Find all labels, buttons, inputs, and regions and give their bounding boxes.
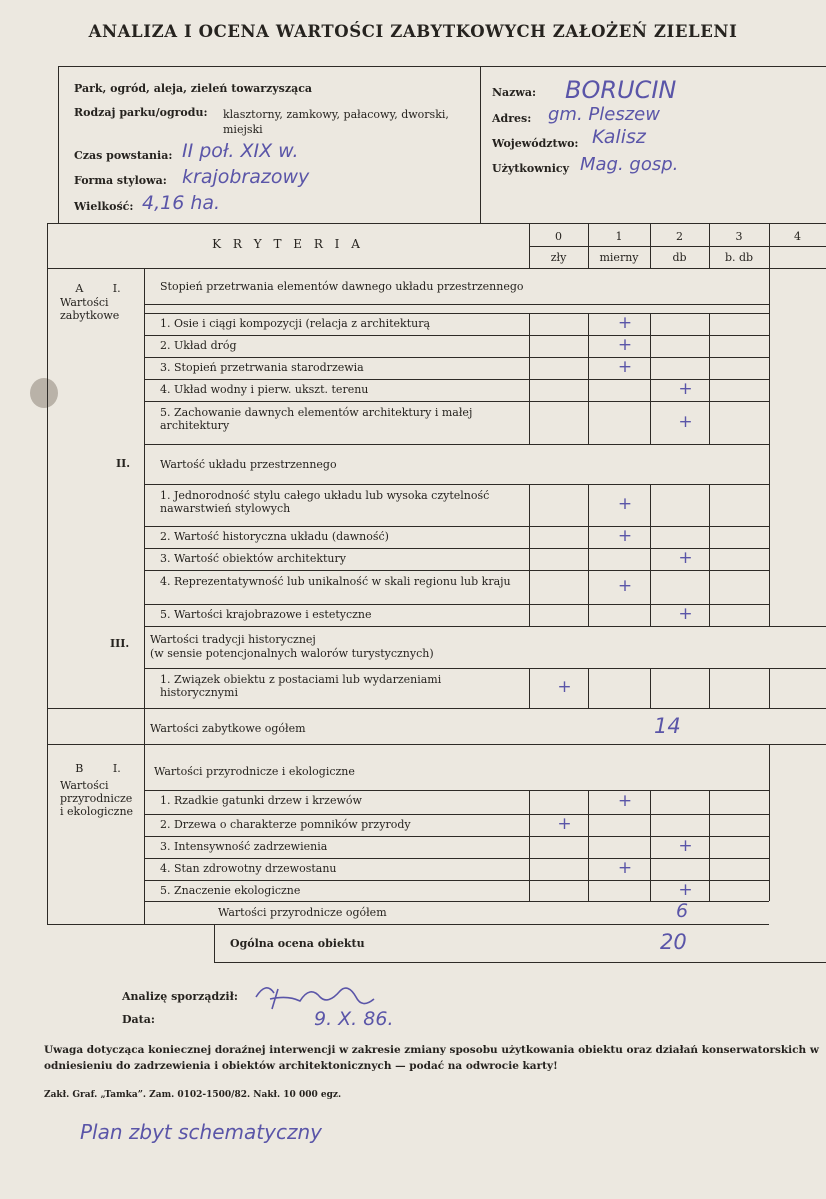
criteria-header: K R Y T E R I A (212, 237, 364, 251)
section-a-group-2-row-line-0 (144, 484, 769, 485)
section-a-group-2-row-line-1 (144, 526, 769, 527)
score-name-0: zły (550, 251, 567, 264)
header-top-line (58, 66, 826, 67)
date-value: 9. X. 86. (314, 1008, 394, 1030)
score-number-1: 1 (615, 230, 623, 243)
section-b-total-label: Wartości przyrodnicze ogółem (218, 906, 387, 919)
section-b-item-2-mark: + (557, 814, 572, 834)
section-a-group-1-row-line-0 (144, 313, 769, 314)
name-value: BORUCIN (565, 76, 677, 104)
section-a-group-3-col-line-1 (588, 668, 589, 708)
score-name-1: mierny (599, 251, 639, 264)
section-a-group-2-row-line-2 (144, 548, 769, 549)
section-a-group-2-item-3-mark: + (678, 548, 693, 568)
overall-bottom-line (214, 962, 826, 963)
name-label: Nazwa: (492, 86, 537, 99)
section-b-item-3-mark: + (678, 836, 693, 856)
voivodeship-value: Kalisz (592, 126, 646, 148)
section-a-bottom-line (47, 744, 826, 745)
score-header-mid-line (529, 246, 826, 247)
group-ii-title: Wartość układu przestrzennego (160, 458, 337, 471)
section-b-item-5: 5. Znaczenie ekologiczne (160, 884, 301, 897)
section-b-col-line-2 (650, 790, 651, 901)
group-iii-roman: III. (110, 637, 130, 650)
analyzed-by-label: Analizę sporządził: (122, 990, 238, 1003)
group-iii-subtitle: (w sensie potencjonalnych walorów turystycznych) (150, 647, 434, 660)
section-b-row-line-2 (144, 836, 769, 837)
section-a-group-3-row-line-0 (144, 668, 826, 669)
criteria-header-bottom-line (47, 268, 826, 269)
section-a-total-value: 14 (654, 714, 681, 738)
section-b-bottom-line (47, 924, 769, 925)
style-label: Forma stylowa: (74, 174, 167, 187)
section-a-group-2-item-5: 5. Wartości krajobrazowe i estetyczne (160, 608, 372, 621)
col-line-4 (769, 223, 770, 268)
park-type-label: Rodzaj parku/ogrodu: (74, 106, 208, 119)
voivodeship-label: Województwo: (492, 137, 579, 150)
section-b-label: Wartości przyrodnicze i ekologiczne (60, 779, 134, 818)
group-ii-roman: II. (116, 457, 131, 470)
handwritten-note: Plan zbyt schematyczny (80, 1120, 322, 1144)
park-type-options: klasztorny, zamkowy, pałacowy, dworski, (223, 108, 449, 121)
group-iii-top-line (144, 626, 826, 627)
section-a-group-2-item-2: 2. Wartość historyczna układu (dawność) (160, 530, 389, 543)
section-a-group-1-item-2: 2. Układ dróg (160, 339, 237, 352)
score-number-0: 0 (555, 230, 562, 243)
park-type-options-2: miejski (223, 123, 263, 136)
section-a-right-line (769, 268, 770, 626)
section-a-group-2-row-line-4 (144, 604, 769, 605)
size-label: Wielkość: (74, 200, 134, 213)
section-a-group-1-item-1: 1. Osie i ciągi kompozycji (relacja z architekturą (160, 317, 431, 330)
section-a-group-1-item-2-mark: + (617, 335, 633, 355)
section-a-group-1-item-3-mark: + (617, 357, 633, 377)
score-name-3: b. db (724, 251, 754, 264)
section-a-group-3-item-1: 1. Związek obiektu z postaciami lub wydarzeniami historycznymi (160, 673, 442, 699)
section-a-group-1-row-line-4 (144, 401, 769, 402)
time-value: II poł. XIX w. (182, 140, 299, 162)
section-b-roman: I. (112, 762, 121, 775)
section-a-group-2-item-4-mark: + (617, 576, 633, 596)
section-b-item-1-mark: + (617, 791, 633, 811)
section-a-group-1-item-3: 3. Stopień przetrwania starodrzewia (160, 361, 364, 374)
section-b-item-3: 3. Intensywność zadrzewienia (160, 840, 328, 853)
grid-left-line (47, 223, 48, 924)
section-b-row-line-0 (144, 790, 769, 791)
section-a-code-row (58, 282, 138, 295)
style-value: krajobrazowy (182, 166, 310, 188)
section-b-right-line (769, 744, 770, 901)
section-a-group-1-row-line-1 (144, 335, 769, 336)
section-b-total-value: 6 (676, 900, 689, 922)
section-b-col-line-1 (588, 790, 589, 901)
section-a-group-3-col-line-2 (650, 668, 651, 708)
section-a-inner-line (144, 268, 145, 744)
section-a-group-1-item-4-mark: + (678, 379, 693, 399)
score-number-4: 4 (794, 230, 801, 243)
section-a-code: A (75, 282, 84, 295)
notice: Uwaga dotycząca koniecznej doraźnej interwencji w zakresie zmiany sposobu użytkowania obiektu oraz działań konserwatorskich w odniesieniu do zadrzewienia i obiektów architektonicznych — podać na odwrocie karty! (44, 1044, 819, 1072)
section-b-row-line-1 (144, 814, 769, 815)
section-a-group-1-row-line-2 (144, 357, 769, 358)
section-a-group-3-col-line-3 (709, 668, 710, 708)
section-a-group-3-col-line-4 (769, 668, 770, 708)
overall-label: Ogólna ocena obiektu (230, 937, 365, 950)
group-ii-top-line (144, 444, 769, 445)
header-left-line (58, 66, 59, 223)
section-b-item-5-mark: + (678, 879, 693, 900)
section-b-row-line-3 (144, 858, 769, 859)
section-a-label: Wartości zabytkowe (60, 296, 120, 322)
header-divider-line (480, 66, 481, 223)
group-i-title: Stopień przetrwania elementów dawnego układu przestrzennego (160, 280, 524, 293)
section-b-item-1: 1. Rzadkie gatunki drzew i krzewów (160, 794, 362, 807)
address-label: Adres: (492, 112, 532, 125)
score-number-2: 2 (676, 230, 683, 243)
section-b-item-2: 2. Drzewa o charakterze pomników przyrody (160, 818, 411, 831)
overall-left-line (214, 924, 215, 962)
users-value: Mag. gosp. (580, 154, 679, 175)
punch-hole (30, 378, 58, 408)
col-line-1 (588, 223, 589, 268)
size-value: 4,16 ha. (142, 192, 221, 214)
section-b-title: Wartości przyrodnicze i ekologiczne (154, 765, 355, 778)
section-b-col-line-3 (709, 790, 710, 901)
col-line-0 (529, 223, 530, 268)
score-name-2: db (672, 251, 687, 264)
group-i-title-line (144, 304, 769, 305)
col-line-2 (650, 223, 651, 268)
section-b-item-4-mark: + (617, 858, 633, 878)
section-a-group-1-item-1-mark: + (617, 313, 633, 333)
section-b-item-4: 4. Stan zdrowotny drzewostanu (160, 862, 337, 875)
users-label: Użytkownicy (492, 162, 570, 175)
section-a-group-3-item-1-mark: + (557, 677, 572, 697)
section-a-items-bottom-line (47, 708, 826, 709)
score-number-3: 3 (735, 230, 743, 243)
group-iii-title: Wartości tradycji historycznej (150, 633, 316, 646)
section-a-roman: I. (112, 282, 121, 295)
section-a-total-label: Wartości zabytkowe ogółem (150, 722, 306, 735)
park-line: Park, ogród, aleja, zieleń towarzysząca (74, 82, 313, 95)
section-a-group-1-item-5: 5. Zachowanie dawnych elementów architektury i małej architektury (160, 406, 473, 432)
section-b-inner-line (144, 744, 145, 924)
overall-value: 20 (660, 930, 687, 954)
section-a-group-2-item-3: 3. Wartość obiektów architektury (160, 552, 346, 565)
form-title: ANALIZA I OCENA WARTOŚCI ZABYTKOWYCH ZAŁOŻEŃ ZIELENI (88, 22, 738, 41)
date-label: Data: (122, 1013, 155, 1026)
section-a-group-2-item-5-mark: + (678, 604, 693, 624)
section-b-code: B (75, 762, 84, 775)
section-a-group-1-row-line-3 (144, 379, 769, 380)
address-value: gm. Pleszew (548, 104, 660, 125)
section-a-group-2-item-1-mark: + (617, 494, 633, 514)
section-a-group-1-item-4: 4. Układ wodny i pierw. ukszt. terenu (160, 383, 369, 396)
section-a-group-3-col-line-0 (529, 668, 530, 708)
section-a-group-2-item-2-mark: + (617, 526, 633, 546)
section-a-group-2-item-1: 1. Jednorodność stylu całego układu lub wysoka czytelność nawarstwień stylowych (160, 489, 490, 515)
col-line-3 (709, 223, 710, 268)
section-a-group-2-row-line-3 (144, 570, 769, 571)
time-label: Czas powstania: (74, 149, 173, 162)
section-a-group-1-item-5-mark: + (678, 411, 693, 432)
section-b-col-line-0 (529, 790, 530, 901)
section-a-group-2-item-4: 4. Reprezentatywność lub unikalność w skali regionu lub kraju (160, 575, 511, 588)
print-info: Zakł. Graf. „Tamka”. Zam. 0102-1500/82. Nakł. 10 000 egz. (44, 1090, 342, 1100)
section-b-code-row (58, 762, 138, 775)
